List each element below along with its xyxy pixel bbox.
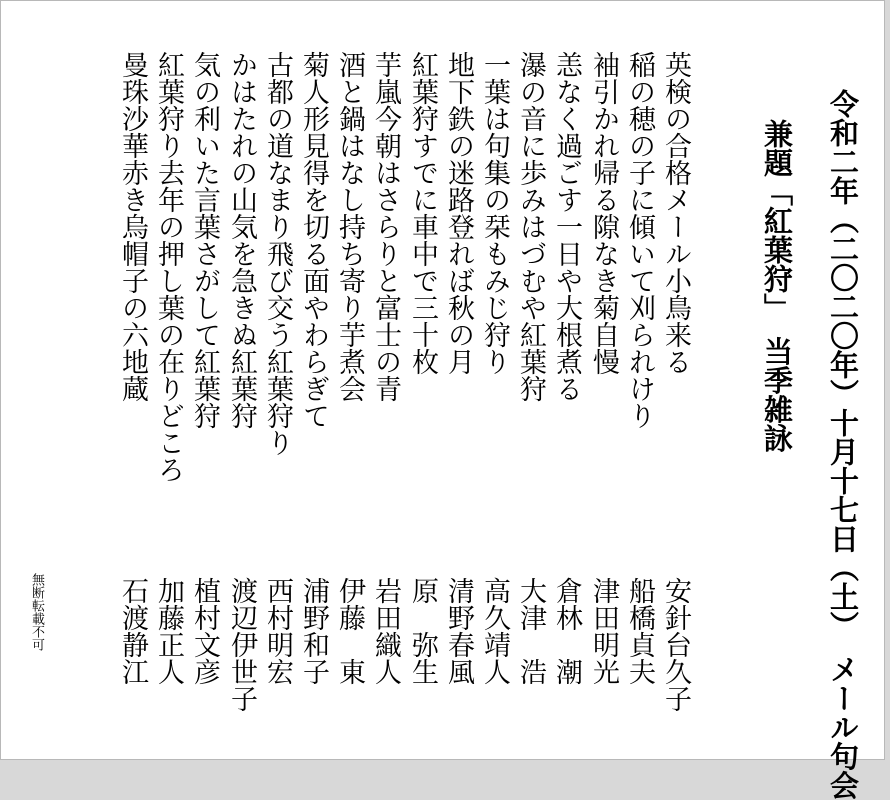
- haiku-author: 浦野和子: [298, 577, 329, 685]
- haiku-author: 安針台久子: [660, 577, 691, 712]
- haiku-author: 植村文彦: [189, 577, 220, 685]
- title-line: 兼題「紅葉狩」 当季雑詠: [760, 119, 794, 453]
- haiku-text: 曼珠沙華赤き烏帽子の六地蔵: [117, 51, 148, 402]
- haiku-author: 石渡静江: [117, 577, 148, 685]
- haiku-author: 倉林 潮: [551, 577, 582, 685]
- haiku-author: 清野春風: [443, 577, 474, 685]
- haiku-text: 紅葉狩り去年の押し葉の在りどころ: [153, 51, 184, 483]
- header-date-line: 令和二年（二〇二〇年）十月十七日（土） メール句会: [826, 89, 860, 800]
- haiku-text: かはたれの山気を急きぬ紅葉狩: [226, 51, 257, 429]
- haiku-text: 一葉は句集の栞もみじ狩り: [479, 51, 510, 375]
- haiku-text: 紅葉狩すでに車中で三十枚: [407, 51, 438, 375]
- haiku-text: 古都の道なまり飛び交う紅葉狩り: [262, 51, 293, 456]
- haiku-text: 瀑の音に歩みはづむや紅葉狩: [515, 51, 546, 402]
- haiku-text: 菊人形見得を切る面やわらぎて: [298, 51, 329, 429]
- haiku-text: 酒と鍋はなし持ち寄り芋煮会: [334, 51, 365, 402]
- haiku-author: 原 弥生: [407, 577, 438, 685]
- haiku-author: 高久靖人: [479, 577, 510, 685]
- haiku-text: 稲の穂の子に傾いて刈られけり: [624, 51, 655, 429]
- haiku-text: 芋嵐今朝はさらりと富士の青: [370, 51, 401, 402]
- haiku-text: 恙なく過ごす一日や大根煮る: [551, 51, 582, 402]
- haiku-text: 地下鉄の迷路登れば秋の月: [443, 51, 474, 375]
- haiku-author: 岩田織人: [370, 577, 401, 685]
- haiku-text: 英検の合格メール小鳥来る: [660, 51, 691, 375]
- haiku-author: 渡辺伊世子: [226, 577, 257, 712]
- haiku-text: 気の利いた言葉さがして紅葉狩: [189, 51, 220, 429]
- haiku-author: 伊藤 東: [334, 577, 365, 685]
- no-reprint-notice: 無断転載不可: [29, 573, 44, 651]
- haiku-author: 西村明宏: [262, 577, 293, 685]
- haiku-author: 津田明光: [588, 577, 619, 685]
- haiku-author: 船橋貞夫: [624, 577, 655, 685]
- haiku-text: 袖引かれ帰る隙なき菊自慢: [588, 51, 619, 375]
- haiku-author: 加藤正人: [153, 577, 184, 685]
- haiku-author: 大津 浩: [515, 577, 546, 685]
